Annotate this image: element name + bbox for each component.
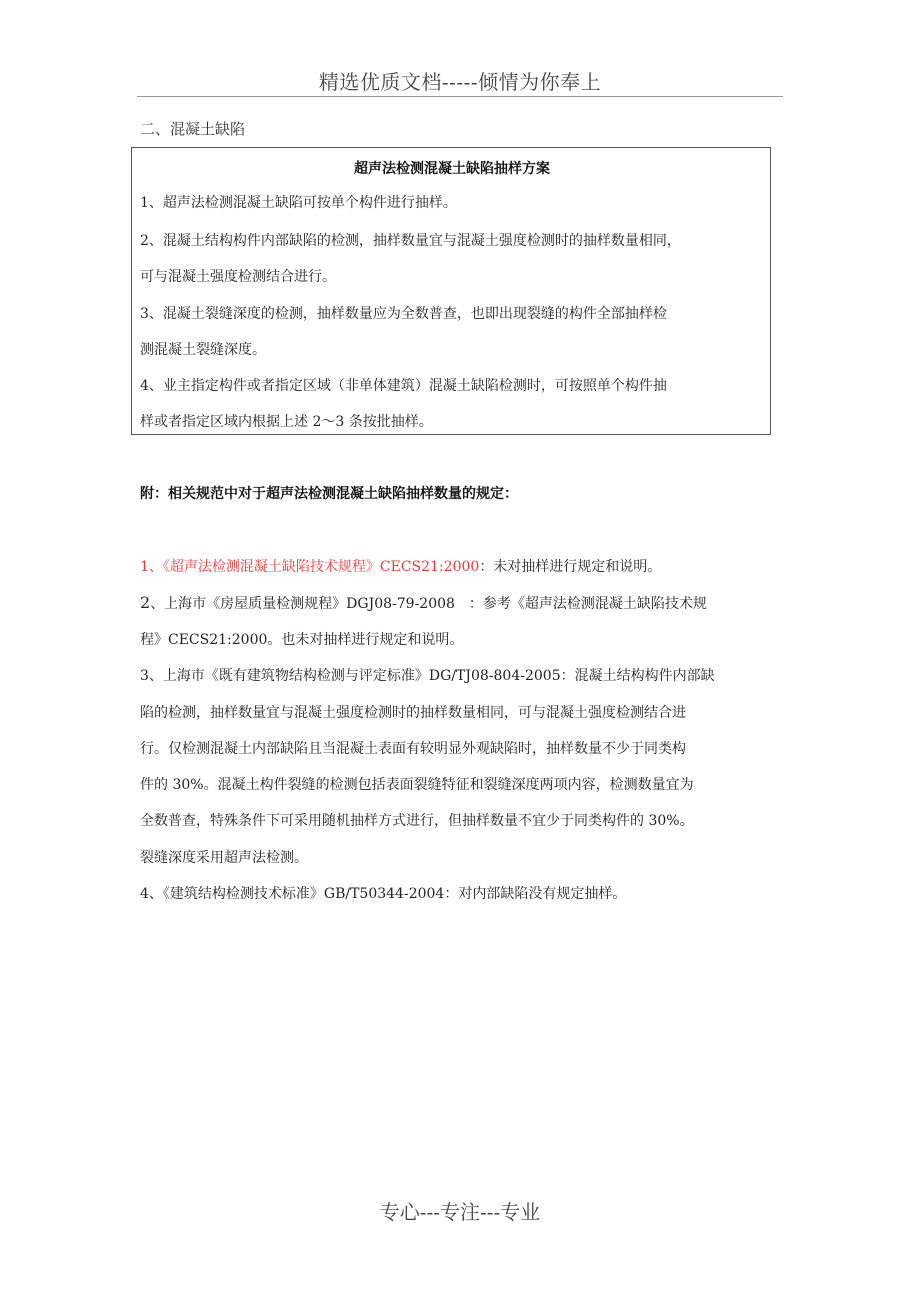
page-footer: 专心---专注---专业 <box>379 1200 541 1224</box>
reference-item-1-note: ：未对抽样进行规定和说明。 <box>479 559 662 575</box>
box-line-2: 2、混凝土结构构件内部缺陷的检测，抽样数量宜与混凝土强度检测时的抽样数量相同， <box>140 233 681 249</box>
box-line-4: 3、混凝土裂缝深度的检测，抽样数量应为全数普查，也即出现裂缝的构件全部抽样检 <box>140 306 667 322</box>
reference-item-3-line-3: 行。仅检测混凝土内部缺陷且当混凝土表面有较明显外观缺陷时，抽样数量不少于同类构 <box>140 741 686 757</box>
reference-item-2-text: 、上海市《房屋质量检测规程》DGJ08-79-2008 ：参考《超声法检测混凝土缺陷技术规 <box>150 596 707 612</box>
sampling-plan-box <box>131 147 771 435</box>
page-header-title: 精选优质文档-----倾情为你奉上 <box>318 70 602 94</box>
section-title: 二、混凝土缺陷 <box>140 120 246 138</box>
reference-item-3-line-1: 3、上海市《既有建筑物结构检测与评定标准》DG/TJ08-804-2005：混凝土结构构件内部缺 <box>140 668 715 684</box>
reference-item-2-number: 2 <box>140 593 151 612</box>
appendix-title: 附：相关规范中对于超声法检测混凝土缺陷抽样数量的规定： <box>140 486 518 502</box>
box-title: 超声法检测混凝土缺陷抽样方案 <box>354 161 550 177</box>
header-divider <box>137 96 783 97</box>
box-line-6: 4、业主指定构件或者指定区域（非单体建筑）混凝土缺陷检测时，可按照单个构件抽 <box>140 378 667 394</box>
box-line-7: 样或者指定区域内根据上述 2～3 条按批抽样。 <box>140 414 433 430</box>
reference-item-2-line-1 <box>140 593 707 613</box>
reference-item-1 <box>140 556 661 576</box>
reference-item-2-line-2: 程》CECS21:2000。也未对抽样进行规定和说明。 <box>140 632 464 648</box>
reference-item-1-standard: 1、《超声法检测混凝土缺陷技术规程》CECS21:2000 <box>140 559 480 575</box>
box-line-1: 1、超声法检测混凝土缺陷可按单个构件进行抽样。 <box>140 195 457 211</box>
reference-item-3-line-2: 陷的检测，抽样数量宜与混凝土强度检测时的抽样数量相同，可与混凝土强度检测结合进 <box>140 705 686 721</box>
reference-item-3-line-5: 全数普查，特殊条件下可采用随机抽样方式进行，但抽样数量不宜少于同类构件的 30%。 <box>140 813 694 829</box>
reference-item-3-line-6: 裂缝深度采用超声法检测。 <box>140 850 308 866</box>
reference-item-3-line-4: 件的 30%。混凝土构件裂缝的检测包括表面裂缝特征和裂缝深度两项内容，检测数量宜为 <box>140 777 694 793</box>
box-line-5: 测混凝土裂缝深度。 <box>140 342 266 358</box>
reference-item-4: 4、《建筑结构检测技术标准》GB/T50344-2004：对内部缺陷没有规定抽样。 <box>140 886 627 902</box>
box-line-3: 可与混凝土强度检测结合进行。 <box>140 269 336 285</box>
